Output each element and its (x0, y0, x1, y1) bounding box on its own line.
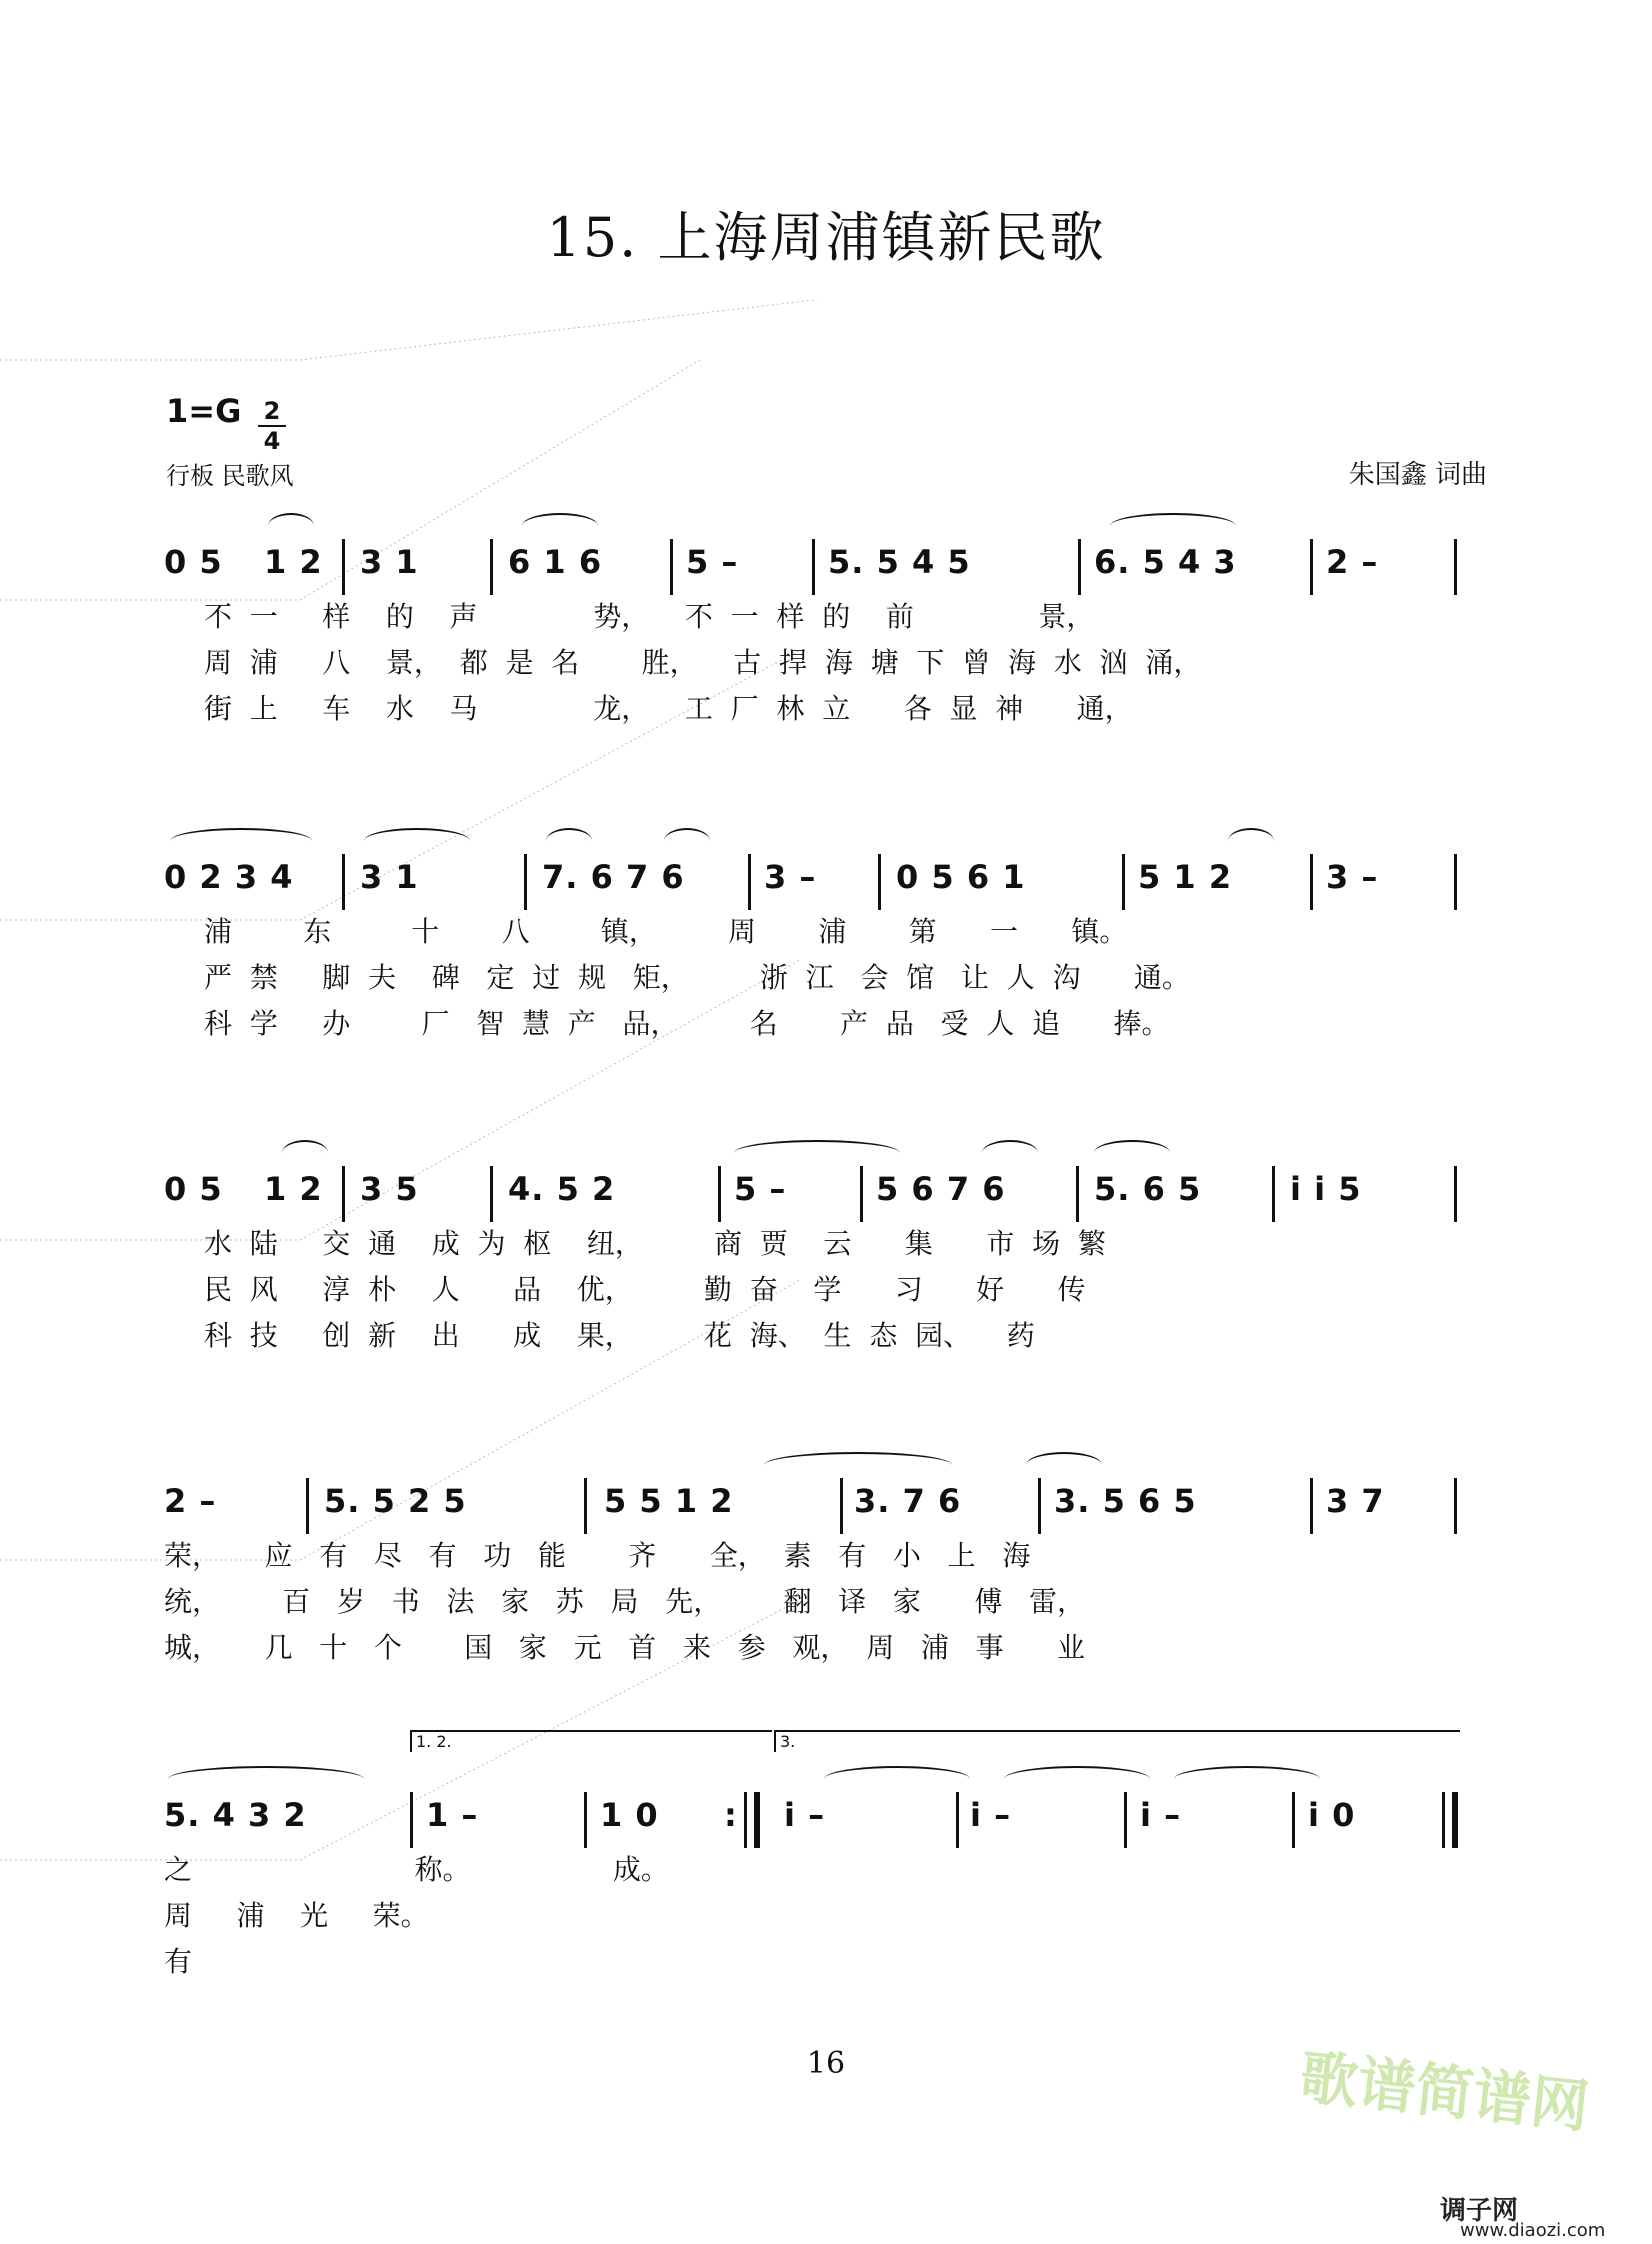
barline (956, 1792, 959, 1848)
barline (1454, 1166, 1457, 1222)
note-group: 3. 7 6 (854, 1482, 962, 1520)
slur (734, 1140, 900, 1166)
score-row-5 (164, 1732, 1490, 1986)
slur (522, 513, 598, 539)
slur (546, 828, 592, 854)
notes-line (164, 535, 1490, 595)
note-group: 3 – (1326, 858, 1379, 896)
note-group: 5. 6 5 (1094, 1170, 1202, 1208)
barline (840, 1478, 843, 1534)
lyric-line: 科 技 创 新 出 成 果， 花 海、 生 态 园、 药 (204, 1319, 1035, 1352)
note-group: 0 5 (164, 543, 223, 581)
barline (306, 1478, 309, 1534)
tempo-marking: 行板 民歌风 (166, 462, 294, 490)
barline (342, 1166, 345, 1222)
note-group: 3 7 (1326, 1482, 1385, 1520)
slur (268, 513, 314, 539)
page-number: 16 (806, 2046, 846, 2081)
note-group: 6 1 6 (508, 543, 603, 581)
time-signature (258, 398, 286, 454)
note-group: i – (970, 1796, 1012, 1834)
notes-line (164, 1162, 1490, 1222)
note-group: 2 – (164, 1482, 217, 1520)
barline (490, 1166, 493, 1222)
score-row-2 (164, 850, 1490, 1048)
note-group: 5 6 7 6 (876, 1170, 1006, 1208)
barline (1124, 1792, 1127, 1848)
note-group: 3 – (764, 858, 817, 896)
slur (1110, 513, 1236, 539)
slur (1004, 1766, 1150, 1792)
time-numerator: 2 (263, 397, 281, 425)
note-group: 1 2 (264, 543, 323, 581)
barline (1122, 854, 1125, 910)
author-credit: 朱国鑫 词曲 (1348, 460, 1487, 490)
note-group: 0 5 6 1 (896, 858, 1026, 896)
note-group: 3 1 (360, 543, 419, 581)
note-group: 5 – (734, 1170, 787, 1208)
lyric-line: 荣， 应 有 尽 有 功 能 齐 全， 素 有 小 上 海 (164, 1539, 1031, 1572)
lyric-line: 周 浦 光 荣。 (164, 1899, 429, 1932)
song-title: 15. 上海周浦镇新民歌 (546, 206, 1106, 269)
barline (1076, 1166, 1079, 1222)
slur (664, 828, 710, 854)
barline (748, 854, 751, 910)
slur (1174, 1766, 1320, 1792)
lyric-line: 城， 几 十 个 国 家 元 首 来 参 观， 周 浦 事 业 (164, 1631, 1086, 1664)
time-denominator: 4 (263, 427, 281, 455)
lyric-line: 科 学 办 厂 智 慧 产 品， 名 产 品 受 人 追 捧。 (204, 1007, 1170, 1040)
repeat-dots: : (724, 1796, 738, 1834)
note-group: 3 1 (360, 858, 419, 896)
lyric-line: 有 (164, 1945, 193, 1978)
note-group: 5. 5 2 5 (324, 1482, 467, 1520)
barline-thick (754, 1792, 760, 1848)
notes-line (164, 1732, 1490, 1848)
note-group: 4. 5 2 (508, 1170, 616, 1208)
barline (1454, 539, 1457, 595)
barline (490, 539, 493, 595)
note-group: 5 1 2 (1138, 858, 1233, 896)
notes-line (164, 1474, 1490, 1534)
barline (1454, 1478, 1457, 1534)
note-group: 3 5 (360, 1170, 419, 1208)
lyric-line: 民 风 淳 朴 人 品 优， 勤 奋 学 习 好 传 (204, 1273, 1086, 1306)
note-group: 5. 4 3 2 (164, 1796, 307, 1834)
barline (410, 1792, 413, 1848)
lyric-line: 水 陆 交 通 成 为 枢 纽， 商 贾 云 集 市 场 繁 (204, 1227, 1106, 1260)
barline (812, 539, 815, 595)
barline (1292, 1792, 1295, 1848)
note-group: i 0 (1308, 1796, 1356, 1834)
note-group: 1 0 (600, 1796, 659, 1834)
lyric-line: 周 浦 八 景， 都 是 名 胜， 古 捍 海 塘 下 曾 海 水 汹 涌， (204, 646, 1202, 679)
barline (1310, 854, 1313, 910)
barline (1272, 1166, 1275, 1222)
score-row-3 (164, 1162, 1490, 1360)
slur (764, 1452, 952, 1478)
barline (1442, 1792, 1445, 1848)
note-group: 5. 5 4 5 (828, 543, 971, 581)
slur (282, 1140, 328, 1166)
lyric-line: 街 上 车 水 马 龙， 工 厂 林 立 各 显 神 通， (204, 692, 1133, 725)
barline (342, 539, 345, 595)
lyric-line: 浦 东 十 八 镇， 周 浦 第 一 镇。 (204, 915, 1128, 948)
barline (1078, 539, 1081, 595)
barline (1454, 854, 1457, 910)
slur (1094, 1140, 1170, 1166)
watermark-url: www.diaozi.com (1460, 2220, 1606, 2241)
slur (982, 1140, 1038, 1166)
note-group: 1 – (426, 1796, 479, 1834)
watermark-logo: 歌谱简谱网 (1296, 2043, 1593, 2141)
barline (342, 854, 345, 910)
note-group: 1 2 (264, 1170, 323, 1208)
barline (1310, 539, 1313, 595)
score-row-4 (164, 1474, 1490, 1672)
slur (1026, 1452, 1102, 1478)
note-group: 5 5 1 2 (604, 1482, 734, 1520)
note-group: 6. 5 4 3 (1094, 543, 1237, 581)
barline (860, 1166, 863, 1222)
barline (670, 539, 673, 595)
note-group: 2 – (1326, 543, 1379, 581)
barline (878, 854, 881, 910)
volta-bracket-1: 1. 2. (410, 1730, 772, 1752)
barline-final (1452, 1792, 1458, 1848)
note-group: 5 – (686, 543, 739, 581)
volta-bracket-2: 3. (774, 1730, 1460, 1752)
watermark-brand: 调子网 (1440, 2196, 1519, 2226)
note-group: 0 5 (164, 1170, 223, 1208)
note-group: 7. 6 7 6 (542, 858, 685, 896)
lyric-line: 之 称。 成。 (164, 1853, 669, 1886)
slur (364, 828, 470, 854)
barline (584, 1792, 587, 1848)
barline (718, 1166, 721, 1222)
score-row-1 (164, 535, 1490, 733)
lyric-line: 统， 百 岁 书 法 家 苏 局 先， 翻 译 家 傅 雷， (164, 1585, 1086, 1618)
slur (1228, 828, 1274, 854)
barline (1310, 1478, 1313, 1534)
notes-line (164, 850, 1490, 910)
barline (1038, 1478, 1041, 1534)
slur (824, 1766, 970, 1792)
lyric-line: 严 禁 脚 夫 碑 定 过 规 矩， 浙 江 会 馆 让 人 沟 通。 (204, 961, 1190, 994)
note-group: i – (784, 1796, 826, 1834)
slur (168, 1766, 364, 1792)
note-group: i i 5 (1290, 1170, 1362, 1208)
barline (584, 1478, 587, 1534)
barline (744, 1792, 747, 1848)
note-group: 3. 5 6 5 (1054, 1482, 1197, 1520)
key-signature: 1=G (166, 392, 242, 430)
lyric-line: 不 一 样 的 声 势， 不 一 样 的 前 景， (204, 600, 1095, 633)
barline (524, 854, 527, 910)
note-group: i – (1140, 1796, 1182, 1834)
slur (170, 828, 312, 854)
note-group: 0 2 3 4 (164, 858, 294, 896)
